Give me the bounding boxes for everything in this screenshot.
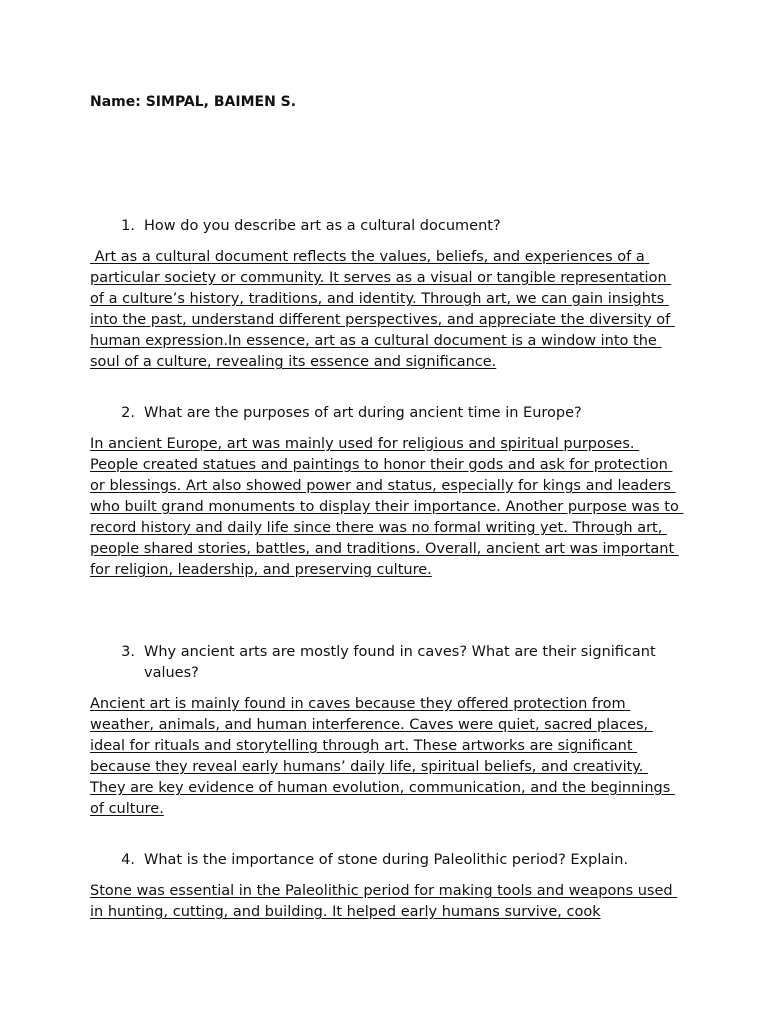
question-text: How do you describe art as a cultural document? [144,218,501,234]
question-4 [90,850,682,871]
question-text: Why ancient arts are mostly found in caves? What are their significant values? [144,644,656,681]
question-text: What is the importance of stone during Paleolithic period? Explain. [144,852,629,868]
question-block-3 [90,642,682,820]
answer-3: Ancient art is mainly found in caves because they offered protection from weather, animals, and human interference. Caves were quiet, sacred places, ideal for rituals and storytelling through art. These artworks are significant because they reveal early humans’ daily life, spiritual beliefs, and creativity. They are key evidence of human evolution, communication, and the beginnings of culture. [90,696,675,817]
question-block-2 [90,403,682,581]
question-block-1 [90,216,682,373]
question-number: 1. [121,218,135,234]
question-2 [90,403,682,424]
answer-4: Stone was essential in the Paleolithic period for making tools and weapons used in hunting, cutting, and building. It helped early humans survive, cook [90,883,678,920]
question-1 [90,216,682,237]
question-text: What are the purposes of art during ancient time in Europe? [144,405,582,421]
question-number: 2. [121,405,135,421]
answer-1: Art as a cultural document reflects the values, beliefs, and experiences of a particular society or community. It serves as a visual or tangible representation of a culture’s history, traditions, and identity. Through art, we can gain insights into the past, understand different perspectives, and appreciate the diversity of human expression.In essence, art as a cultural document is a window into the soul of a culture, revealing its essence and significance. [90,249,675,370]
student-name: Name: SIMPAL, BAIMEN S. [90,94,297,110]
question-number: 3. [121,644,135,660]
question-number: 4. [121,852,135,868]
question-block-4 [90,850,682,923]
question-3 [90,642,682,684]
answer-2: In ancient Europe, art was mainly used for religious and spiritual purposes. People created statues and paintings to honor their gods and ask for protection or blessings. Art also showed power and status, especially for kings and leaders who built grand monuments to display their importance. Another purpose was to record history and daily life since there was no formal writing yet. Through art, people shared stories, battles, and traditions. Overall, ancient art was important for religion, leadership, and preserving culture. [90,436,684,578]
